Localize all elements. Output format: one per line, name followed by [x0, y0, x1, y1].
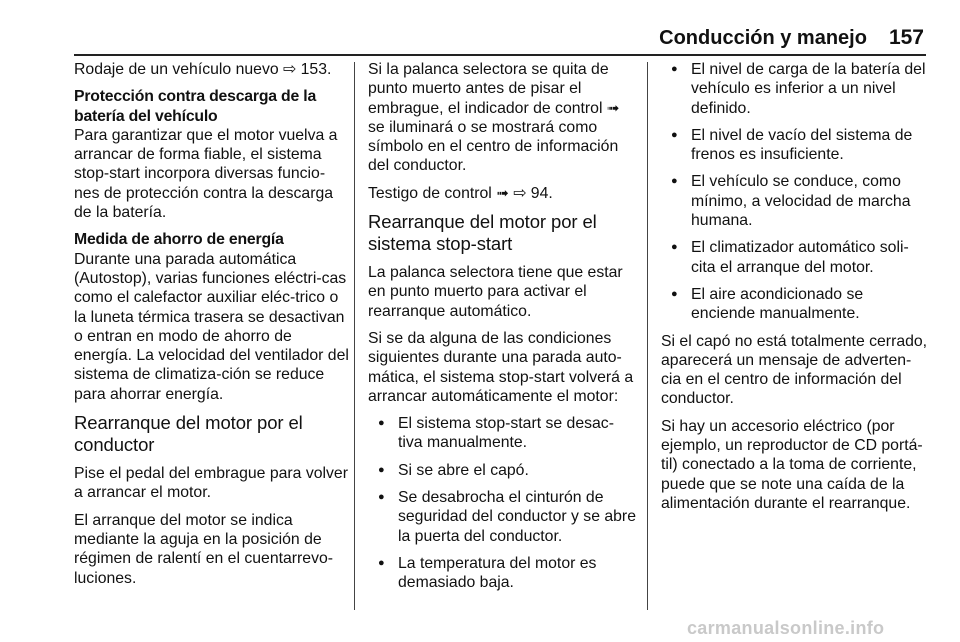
section-heading: Rearranque del motor por el sistema stop-start	[368, 211, 597, 255]
paragraph: Si hay un accesorio eléctrico (por ejemplo, un reproductor de CD portá-til) conectado a la toma de corriente, puede que se note una caída de la alimentación durante el rearranque.	[661, 417, 923, 512]
text: Si la palanca selectora se quita de punto muerto antes de pisar el embrague, el indicador de control	[368, 61, 609, 117]
list-item: ● El climatizador automático soli-cita el arranque del motor.	[661, 238, 931, 277]
paragraph: Durante una parada automática (Autostop), varias funciones eléctri-cas como el calefactor auxiliar eléc-trico o la luneta térmica trasera se desactivan o entran en modo de ahorro de energía. La velocidad del ventilador del sistema de climatiza-ción se reduce para ahorrar energía.	[74, 250, 349, 403]
stop-start-indicator-icon: ➟	[496, 184, 509, 202]
text: se iluminará o se mostrará como símbolo en el centro de información del conductor.	[368, 118, 619, 175]
list-item: ● El aire acondicionado se enciende manualmente.	[661, 285, 931, 324]
page-header	[659, 20, 924, 56]
column-3	[661, 60, 931, 521]
text: ⇨ 94.	[513, 184, 553, 202]
column-divider	[354, 62, 355, 610]
section-title: Conducción y manejo	[659, 26, 867, 49]
subsection	[74, 87, 350, 222]
paragraph: Rodaje de un vehículo nuevo ⇨ 153.	[74, 61, 332, 78]
column-1	[74, 60, 350, 596]
paragraph	[368, 60, 638, 176]
paragraph: Para garantizar que el motor vuelva a arrancar de forma fiable, el sistema stop-start incorpora diversas funcio-nes de protección contra la descarga de la batería.	[74, 126, 338, 222]
paragraph: Si el capó no está totalmente cerrado, aparecerá un mensaje de adverten-cia en el centro de información del conductor.	[661, 332, 928, 408]
list-item: ● La temperatura del motor es demasiado baja.	[368, 554, 638, 593]
section-heading: Rearranque del motor por el conductor	[74, 412, 303, 456]
paragraph: El arranque del motor se indica mediante la aguja en la posición de régimen de ralentí en el cuentarrevo-luciones.	[74, 511, 334, 587]
paragraph: La palanca selectora tiene que estar en punto muerto para activar el rearranque automático.	[368, 264, 623, 320]
list-item: ● El nivel de vacío del sistema de frenos es insuficiente.	[661, 126, 931, 165]
column-divider	[647, 62, 648, 610]
bullet-list	[368, 414, 638, 592]
paragraph	[368, 184, 638, 203]
subsection-title: Medida de ahorro de energía	[74, 231, 284, 249]
list-item: ● Si se abre el capó.	[368, 461, 638, 480]
paragraph: Pise el pedal del embrague para volver a arrancar el motor.	[74, 465, 348, 502]
page-number: 157	[888, 26, 924, 49]
watermark: carmanualsonline.info	[687, 618, 885, 638]
bullet-list	[661, 60, 931, 324]
list-item: ● El nivel de carga de la batería del vehículo es inferior a un nivel definido.	[661, 60, 931, 118]
text: Testigo de control	[368, 184, 492, 202]
column-2	[368, 60, 638, 601]
list-item: ● Se desabrocha el cinturón de seguridad del conductor y se abre la puerta del conductor.	[368, 488, 638, 546]
paragraph: Si se da alguna de las condiciones siguientes durante una parada auto-mática, el sistema stop-start volverá a arrancar automáticamente el motor:	[368, 329, 634, 405]
header-rule	[74, 54, 926, 56]
subsection-title: Protección contra descarga de la batería del vehículo	[74, 88, 317, 125]
list-item: ● El sistema stop-start se desac-tiva manualmente.	[368, 414, 638, 453]
list-item: ● El vehículo se conduce, como mínimo, a velocidad de marcha humana.	[661, 172, 931, 230]
subsection	[74, 230, 350, 404]
stop-start-indicator-icon: ➟	[606, 99, 620, 117]
